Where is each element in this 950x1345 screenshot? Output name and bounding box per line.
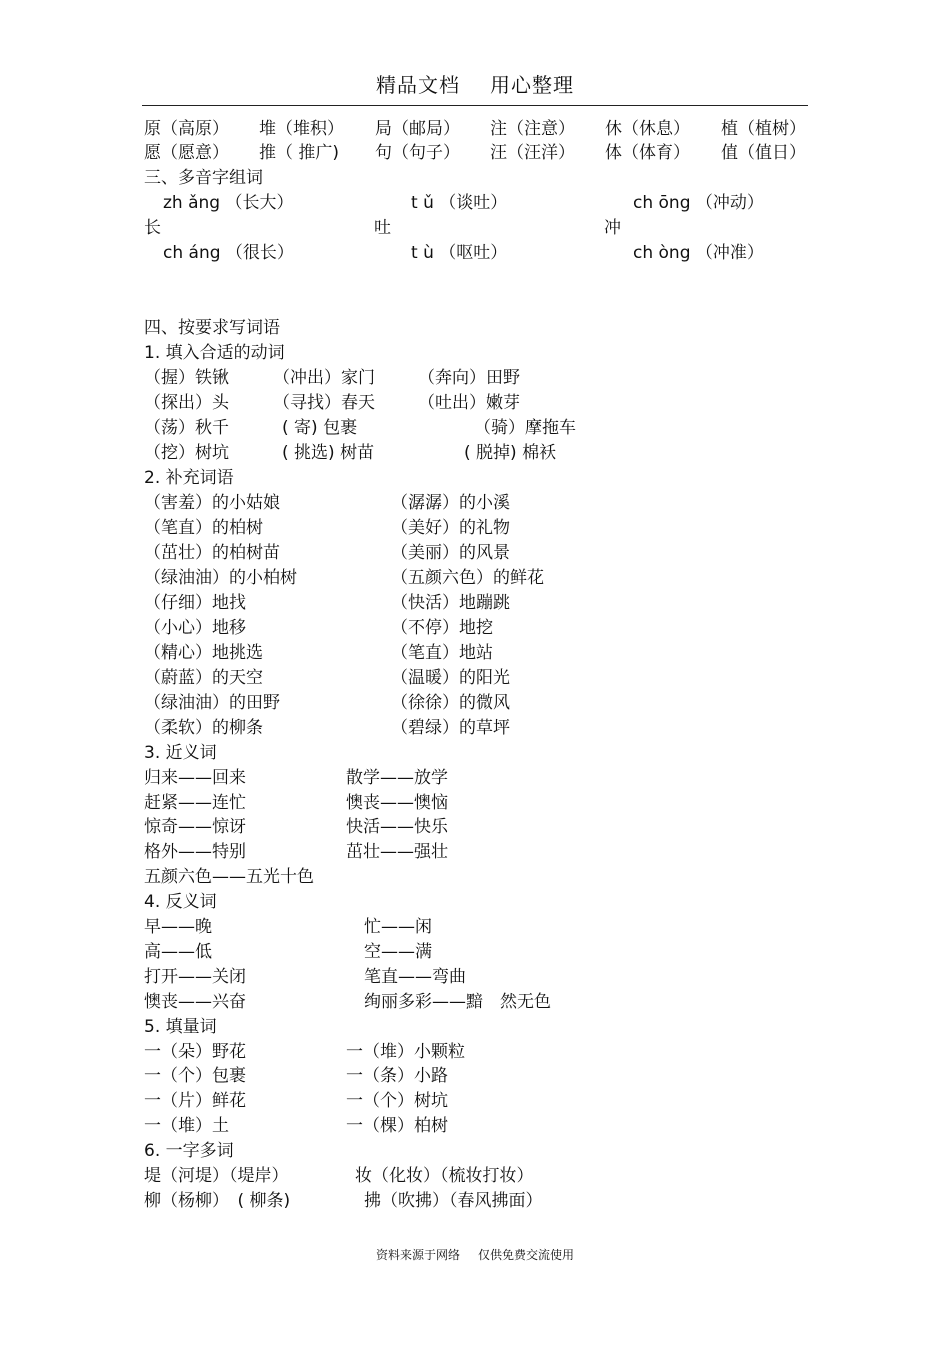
word-item: （快活）地蹦跳 bbox=[391, 593, 510, 613]
word-item: （奔向）田野 bbox=[418, 368, 520, 388]
word-item: （美好）的礼物 bbox=[391, 518, 510, 538]
word-item: 早——晚 bbox=[144, 917, 212, 937]
word-item: 笔直——弯曲 bbox=[364, 967, 466, 987]
word-item: 高——低 bbox=[144, 942, 212, 962]
polyphone-char: 长 bbox=[144, 218, 161, 238]
word-item: 一（棵）柏树 bbox=[346, 1116, 448, 1136]
polyphone-char: 冲 bbox=[604, 218, 621, 238]
word-item: （探出）头 bbox=[144, 393, 229, 413]
word-item: （荡）秋千 bbox=[144, 418, 229, 438]
subsection-title: 3. 近义词 bbox=[144, 743, 217, 763]
header-right-text: 用心整理 bbox=[490, 73, 574, 97]
word-item: （精心）地挑选 bbox=[144, 643, 263, 663]
word-item: （仔细）地找 bbox=[144, 593, 246, 613]
word-item: 一（朵）野花 bbox=[144, 1042, 246, 1062]
word-item: （碧绿）的草坪 bbox=[391, 718, 510, 738]
subsection-title: 6. 一字多词 bbox=[144, 1141, 234, 1161]
word-item: （骑）摩拖车 bbox=[474, 418, 576, 438]
word-item: 堤（河堤）（堤岸） bbox=[144, 1166, 289, 1186]
word-item: 懊丧——懊恼 bbox=[346, 793, 448, 813]
pinyin-item: ch ōng （冲动） bbox=[633, 193, 764, 213]
word-item: 忙——闲 bbox=[364, 917, 432, 937]
word-item: （徐徐）的微风 bbox=[391, 693, 510, 713]
word-item: 归来——回来 bbox=[144, 768, 246, 788]
word-item: 空——满 bbox=[364, 942, 432, 962]
word-item: （蔚蓝）的天空 bbox=[144, 668, 263, 688]
header-left-text: 精品文档 bbox=[376, 73, 460, 97]
word-item: （潺潺）的小溪 bbox=[391, 493, 510, 513]
footer-left-text: 资料来源于网络 bbox=[375, 1248, 460, 1262]
word-item: （挖）树坑 bbox=[144, 443, 229, 463]
word-item: 堆（堆积） bbox=[259, 119, 344, 139]
word-item: ( 脱掉) 棉袄 bbox=[464, 443, 557, 463]
word-item: 休（休息） bbox=[605, 119, 690, 139]
word-item: 原（高原） bbox=[144, 119, 229, 139]
word-item: 局（邮局） bbox=[375, 119, 460, 139]
word-item: 懊丧——兴奋 bbox=[144, 992, 246, 1012]
word-item: （笔直）地站 bbox=[391, 643, 493, 663]
word-item: （美丽）的风景 bbox=[391, 543, 510, 563]
polyphone-char: 吐 bbox=[374, 218, 391, 238]
word-item: （害羞）的小姑娘 bbox=[144, 493, 280, 513]
word-item: 拂（吹拂）（春风拂面） bbox=[364, 1191, 543, 1211]
word-item: 植（植树） bbox=[721, 119, 806, 139]
word-item: （柔软）的柳条 bbox=[144, 718, 263, 738]
word-item: 体（体育） bbox=[605, 143, 690, 163]
word-item: 一（条）小路 bbox=[346, 1066, 448, 1086]
page-header bbox=[142, 70, 808, 106]
word-item: （寻找）春天 bbox=[273, 393, 375, 413]
word-item: 注（注意） bbox=[490, 119, 575, 139]
word-item: （绿油油）的田野 bbox=[144, 693, 280, 713]
word-item: 妆（化妆）（梳妆打妆） bbox=[355, 1166, 534, 1186]
pinyin-item: zh ǎng （长大） bbox=[163, 193, 294, 213]
word-item: 打开——关闭 bbox=[144, 967, 246, 987]
word-item: （笔直）的柏树 bbox=[144, 518, 263, 538]
subsection-title: 4. 反义词 bbox=[144, 892, 217, 912]
section-title: 四、按要求写词语 bbox=[144, 318, 280, 338]
word-item: （五颜六色）的鲜花 bbox=[391, 568, 544, 588]
word-item: 汪（汪洋） bbox=[490, 143, 575, 163]
word-item: 赶紧——连忙 bbox=[144, 793, 246, 813]
word-item: （握）铁锹 bbox=[144, 368, 229, 388]
pinyin-item: ch òng （冲准） bbox=[633, 243, 764, 263]
word-item: 格外——特别 bbox=[144, 842, 246, 862]
word-item: 一（个）包裹 bbox=[144, 1066, 246, 1086]
pinyin-item: t ǔ （谈吐） bbox=[411, 193, 508, 213]
word-item: 一（片）鲜花 bbox=[144, 1091, 246, 1111]
word-item: （小心）地移 bbox=[144, 618, 246, 638]
word-item: 一（堆）小颗粒 bbox=[346, 1042, 465, 1062]
word-item: 一（个）树坑 bbox=[346, 1091, 448, 1111]
word-item: （吐出）嫩芽 bbox=[418, 393, 520, 413]
pinyin-item: t ù （呕吐） bbox=[411, 243, 508, 263]
word-item: （冲出）家门 bbox=[273, 368, 375, 388]
section-title: 三、多音字组词 bbox=[144, 168, 263, 188]
subsection-title: 1. 填入合适的动词 bbox=[144, 343, 285, 363]
word-item: 愿（愿意） bbox=[144, 143, 229, 163]
word-item: 快活——快乐 bbox=[346, 817, 448, 837]
word-item: ( 挑选) 树苗 bbox=[282, 443, 375, 463]
footer-right-text: 仅供免费交流使用 bbox=[478, 1248, 575, 1262]
word-item: （温暖）的阳光 bbox=[391, 668, 510, 688]
word-item: 一（堆）土 bbox=[144, 1116, 229, 1136]
word-item: ( 寄) 包裹 bbox=[282, 418, 358, 438]
word-item: 句（句子） bbox=[375, 143, 460, 163]
word-item: 散学——放学 bbox=[346, 768, 448, 788]
word-item: 惊奇——惊讶 bbox=[144, 817, 246, 837]
word-item: 推（ 推广) bbox=[259, 143, 340, 163]
pinyin-item: ch áng （很长） bbox=[163, 243, 294, 263]
word-item: （绿油油）的小柏树 bbox=[144, 568, 297, 588]
word-item: （茁壮）的柏树苗 bbox=[144, 543, 280, 563]
word-item: 柳（杨柳） ( 柳条) bbox=[144, 1191, 291, 1211]
word-item: 值（值日） bbox=[721, 143, 806, 163]
page-footer bbox=[0, 1247, 950, 1263]
word-item: 绚丽多彩——黯 然无色 bbox=[364, 992, 551, 1012]
word-item: 茁壮——强壮 bbox=[346, 842, 448, 862]
word-item: 五颜六色——五光十色 bbox=[144, 867, 314, 887]
subsection-title: 2. 补充词语 bbox=[144, 468, 234, 488]
subsection-title: 5. 填量词 bbox=[144, 1017, 217, 1037]
word-item: （不停）地挖 bbox=[391, 618, 493, 638]
